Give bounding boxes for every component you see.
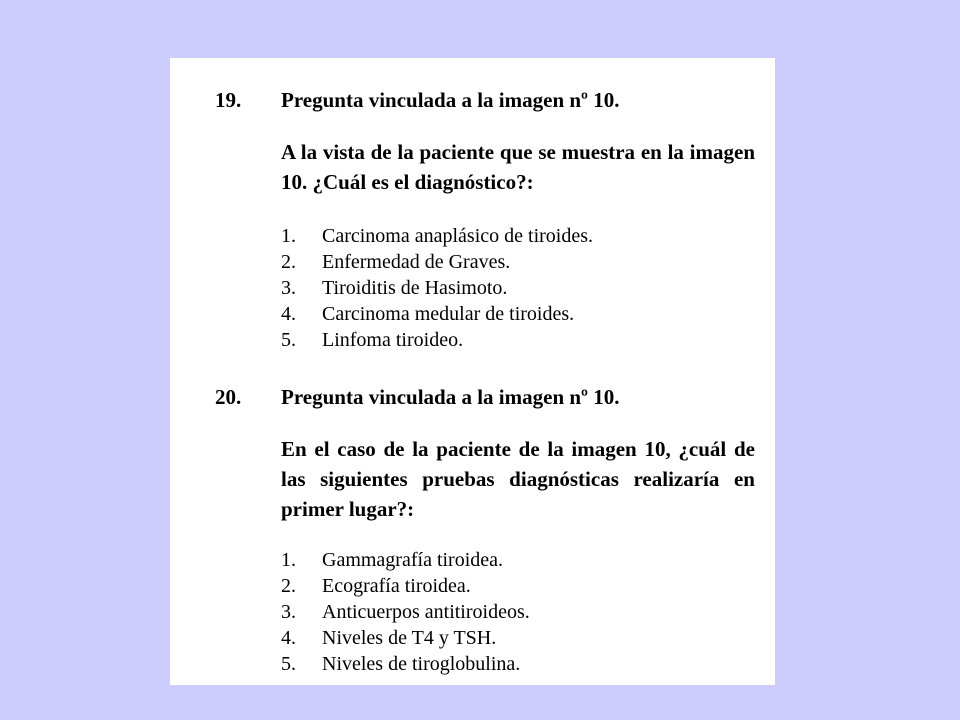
question-number: 20. — [215, 385, 242, 409]
option-number: 3. — [281, 277, 296, 299]
option-number: 5. — [281, 329, 296, 351]
option-number: 5. — [281, 653, 296, 675]
question-number: 19. — [215, 88, 242, 112]
question-reference: Pregunta vinculada a la imagen nº 10. — [281, 385, 620, 409]
option-number: 1. — [281, 549, 296, 571]
option-number: 2. — [281, 575, 296, 597]
option-number: 1. — [281, 225, 296, 247]
question-stem: A la vista de la paciente que se muestra en la imagen 10. ¿Cuál es el diagnóstico?: — [281, 140, 755, 194]
option-text: Gammagrafía tiroidea. — [322, 549, 504, 571]
option-text: Niveles de tiroglobulina. — [322, 653, 521, 675]
question-19 — [170, 85, 775, 351]
option-text: Carcinoma medular de tiroides. — [322, 303, 575, 325]
option-text: Linfoma tiroideo. — [322, 329, 464, 351]
question-header — [170, 85, 775, 115]
option-number: 4. — [281, 627, 296, 649]
question-header — [170, 382, 775, 412]
option-text: Ecografía tiroidea. — [322, 575, 471, 597]
option-text: Niveles de T4 y TSH. — [322, 627, 497, 649]
option-text: Tiroiditis de Hasimoto. — [322, 277, 508, 299]
option-text: Enfermedad de Graves. — [322, 251, 511, 273]
document-page — [170, 58, 775, 685]
question-20 — [170, 382, 775, 675]
question-stem: En el caso de la paciente de la imagen 10, ¿cuál de las siguientes pruebas diagnósticas realizaría en primer lugar?: — [281, 437, 755, 521]
question-reference: Pregunta vinculada a la imagen nº 10. — [281, 88, 620, 112]
option-text: Carcinoma anaplásico de tiroides. — [322, 225, 594, 247]
option-text: Anticuerpos antitiroideos. — [322, 601, 530, 623]
option-number: 3. — [281, 601, 296, 623]
option-number: 4. — [281, 303, 296, 325]
option-number: 2. — [281, 251, 296, 273]
